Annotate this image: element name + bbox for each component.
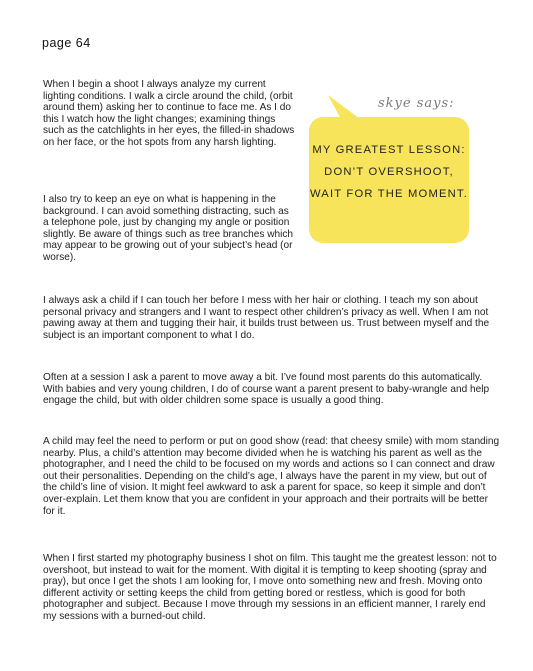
- paragraph-trust: I always ask a child if I can touch her before I mess with her hair or clothing. I teach my son about personal privacy and strangers and I want to respect other children’s privacy as well. When I am not pawing away at them and tugging their hair, it builds trust between us. Trust between myself and the subject is an important component to what I do.: [43, 295, 490, 341]
- paragraph-film-lesson: When I first started my photography business I shot on film. This taught me the greatest lesson: not to overshoot, but instead to wait for the moment. With digital it is tempting to keep shooting (spray and pray), but once I get the shots I am looking for, I move onto something new and fresh. Moving onto different activity or setting keeps the child from getting bored or restless, which is good for both photographer and subject. Because I move through my sessions in an efficient manner, I rarely end my sessions with a burned-out child.: [43, 553, 497, 622]
- callout-title: skye says:: [378, 96, 455, 111]
- paragraph-parent-space: Often at a session I ask a parent to move away a bit. I’ve found most parents do this automatically. With babies and very young children, I do of course want a parent present to baby-wrangle and help engage the child, but with older children some space is usually a good thing.: [43, 372, 490, 407]
- page-number: page 64: [42, 36, 91, 50]
- paragraph-background: I also try to keep an eye on what is happening in the background. I can avoid something distracting, such as a telephone pole, just by changing my angle or position slightly. Be aware of things such as tree branches which may appear to be growing out of your subject’s head (or worse).: [43, 194, 294, 263]
- paragraph-performance: A child may feel the need to perform or put on good show (read: that cheesy smile) with mom standing nearby. Plus, a child’s attention may become divided when he is watching his parent as well as the photographer, and I need the child to be focused on my words and actions so I can connect and draw out their personalities. Depending on the child’s age, I always have the parent in my view, but out of the child’s line of vision. It might feel awkward to ask a parent for space, so keep it simple and don’t over-explain. Let them know that you are confident in your approach and their portraits will be better for it.: [43, 436, 500, 517]
- callout-quote: MY GREATEST LESSON: DON’T OVERSHOOT, WAIT FOR THE MOMENT.: [309, 144, 469, 200]
- paragraph-lighting: When I begin a shoot I always analyze my current lighting conditions. I walk a circle around the child, (orbit around them) asking her to continue to face me. As I do this I watch how the light changes; examining things such as the catchlights in her eyes, the filled-in shadows on her face, or the hot spots from any harsh lighting.: [43, 79, 295, 148]
